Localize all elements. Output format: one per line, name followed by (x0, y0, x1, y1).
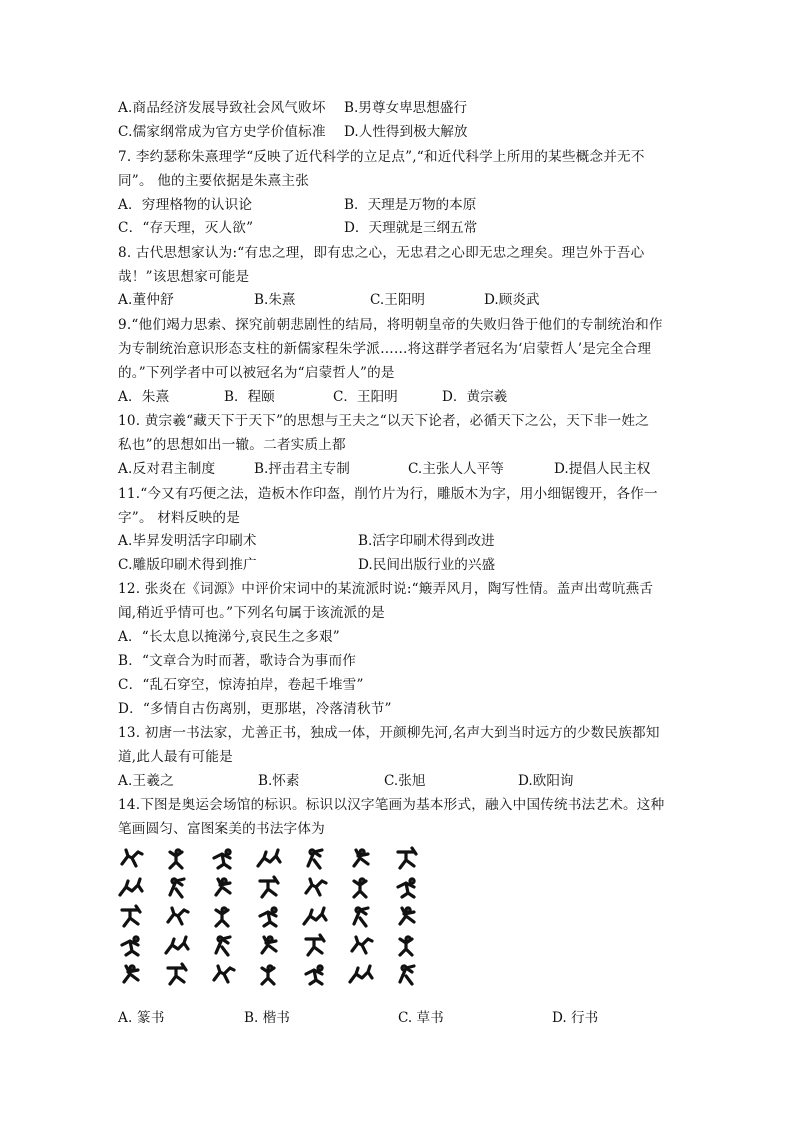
sport-pictogram-icon (164, 875, 190, 899)
sport-pictogram-icon (394, 933, 420, 957)
sport-pictogram-icon (210, 846, 236, 870)
q13-option-c[interactable]: C.张旭 (384, 773, 426, 789)
q8-option-b[interactable]: B.朱熹 (254, 292, 296, 308)
sport-pictogram-icon (256, 904, 282, 928)
sport-pictogram-icon (164, 846, 190, 870)
sport-pictogram-icon (394, 962, 420, 986)
q8-stem-line1: 8. 古代思想家认为:“有忠之理，即有忠之心，无忠君之心即无忠之理矣。理岂外于吾心 (118, 245, 645, 261)
q8-option-d[interactable]: D.顾炎武 (484, 292, 540, 308)
q14-stem-line2: 笔画圆匀、富图案美的书法字体为 (118, 821, 325, 837)
q12-stem-line1: 12. 张炎在《词源》中评价宋词中的某流派时说:“簸弄风月，陶写性情。盖声出莺吭燕舌 (118, 581, 654, 597)
sport-pictogram-icon (348, 846, 374, 870)
q11-option-c[interactable]: C.雕版印刷术得到推广 (118, 557, 257, 573)
sport-pictogram-icon (348, 962, 374, 986)
sport-pictogram-icon (118, 904, 144, 928)
q7-option-b[interactable]: B．天理是万物的本原 (344, 197, 477, 213)
q10-option-d[interactable]: D.提倡人民主权 (554, 461, 651, 477)
sport-pictogram-icon (164, 962, 190, 986)
sport-pictogram-icon (256, 846, 282, 870)
q11-stem-line2: 字”。 材料反映的是 (118, 510, 241, 526)
q9-option-c[interactable]: C．王阳明 (333, 389, 398, 405)
q12-option-c[interactable]: C．“乱石穿空，惊涛拍岸，卷起千堆雪” (118, 677, 364, 693)
sport-pictogram-icon (302, 962, 328, 986)
q10-stem-line2: 私也”的思想如出一辙。二者实质上都 (118, 437, 346, 453)
sport-pictogram-icon (348, 875, 374, 899)
q11-option-d[interactable]: D.民间出版行业的兴盛 (358, 557, 496, 573)
sport-pictogram-icon (302, 846, 328, 870)
q12-stem-line2: 闻,稍近乎情可也。”下列名句属于该流派的是 (118, 605, 385, 621)
sport-pictogram-icon (348, 904, 374, 928)
q12-option-b[interactable]: B．“文章合为时而著，歌诗合为事而作 (118, 653, 357, 669)
q10-stem-line1: 10. 黄宗羲“藏天下于天下”的思想与王夫之“以天下论者，必循天下之公，天下非一姓之 (118, 413, 649, 429)
sport-pictogram-icon (302, 904, 328, 928)
sport-pictogram-icon (210, 933, 236, 957)
sport-pictogram-icon (118, 962, 144, 986)
q13-stem-line2: 道,此人最有可能是 (118, 749, 233, 765)
q13-option-b[interactable]: B.怀素 (258, 773, 300, 789)
q13-option-a[interactable]: A.王羲之 (118, 773, 174, 789)
sport-pictogram-icon (256, 875, 282, 899)
q11-option-b[interactable]: B.活字印刷术得到改进 (358, 533, 495, 549)
q12-option-d[interactable]: D．“多情自古伤离别，更那堪，冷落清秋节” (118, 701, 392, 717)
sport-pictogram-icon (118, 875, 144, 899)
q9-stem-line2: 为专制统治意识形态支柱的新儒家程朱学派……将这群学者冠名为‘启蒙哲人’是完全合理 (118, 341, 652, 357)
q9-stem-line3: 的。”下列学者中可以被冠名为“启蒙哲人”的是 (118, 365, 395, 381)
q8-option-c[interactable]: C.王阳明 (370, 292, 426, 308)
q14-option-c[interactable]: C. 草书 (398, 1010, 444, 1026)
sport-pictogram-icon (394, 904, 420, 928)
sport-pictogram-icon (118, 933, 144, 957)
sport-pictogram-icon (210, 875, 236, 899)
q7-option-a[interactable]: A．穷理格物的认识论 (118, 197, 253, 213)
q14-option-b[interactable]: B. 楷书 (244, 1010, 290, 1026)
q7-stem-line2: 同”。 他的主要依据是朱熹主张 (118, 173, 309, 189)
q7-stem-line1: 7. 李约瑟称朱熹理学“反映了近代科学的立足点”,“和近代科学上所用的某些概念并无不 (118, 149, 645, 165)
q11-stem-line1: 11.“今又有巧便之法，造板木作印盔，削竹片为行，雕版木为字，用小细锯锼开，各作一 (118, 486, 658, 502)
q9-option-d[interactable]: D．黄宗羲 (442, 389, 508, 405)
sport-pictogram-icon (118, 846, 144, 870)
q14-stem-line1: 14.下图是奥运会场馆的标识。标识以汉字笔画为基本形式，融入中国传统书法艺术。这种 (118, 797, 665, 813)
q13-option-d[interactable]: D.欧阳询 (518, 773, 574, 789)
sport-pictogram-icon (256, 962, 282, 986)
sport-pictogram-icon (164, 904, 190, 928)
q7-option-c[interactable]: C．“存天理，灭人欲” (118, 220, 254, 236)
sport-pictogram-icon (348, 933, 374, 957)
sport-pictogram-icon (302, 933, 328, 957)
sport-pictogram-icon (210, 904, 236, 928)
q10-option-b[interactable]: B.抨击君主专制 (254, 461, 350, 477)
q6-option-a[interactable]: A.商品经济发展导致社会风气败坏 (118, 100, 326, 116)
sport-pictogram-icon (394, 846, 420, 870)
q13-stem-line1: 13. 初唐一书法家，尤善正书，独成一体，开颜柳先河,名声大到当时远方的少数民族都知 (118, 725, 660, 741)
sport-pictogram-icon (394, 875, 420, 899)
q9-stem-line1: 9.“他们竭力思索、探究前朝悲剧性的结局，将明朝皇帝的失败归咎于他们的专制统治和作 (118, 317, 663, 333)
sport-pictogram-icon (256, 933, 282, 957)
q14-option-d[interactable]: D. 行书 (552, 1010, 599, 1026)
q14-option-a[interactable]: A. 篆书 (118, 1010, 165, 1026)
olympic-pictogram-grid (118, 846, 428, 996)
q6-option-c[interactable]: C.儒家纲常成为官方史学价值标准 (118, 124, 326, 140)
q8-stem-line2: 哉！”该思想家可能是 (118, 269, 250, 285)
q6-option-d[interactable]: D.人性得到极大解放 (344, 124, 468, 140)
sport-pictogram-icon (164, 933, 190, 957)
q11-option-a[interactable]: A.毕昇发明活字印刷术 (118, 533, 257, 549)
q7-option-d[interactable]: D．天理就是三纲五常 (344, 220, 478, 236)
q10-option-a[interactable]: A.反对君主制度 (118, 461, 216, 477)
q9-option-b[interactable]: B．程颐 (224, 389, 275, 405)
q8-option-a[interactable]: A.董仲舒 (118, 292, 174, 308)
q12-option-a[interactable]: A．“长太息以掩涕兮,哀民生之多艰” (118, 629, 340, 645)
q6-option-b[interactable]: B.男尊女卑思想盛行 (344, 100, 468, 116)
sport-pictogram-icon (302, 875, 328, 899)
q10-option-c[interactable]: C.主张人人平等 (408, 461, 504, 477)
sport-pictogram-icon (210, 962, 236, 986)
q9-option-a[interactable]: A．朱熹 (118, 389, 170, 405)
